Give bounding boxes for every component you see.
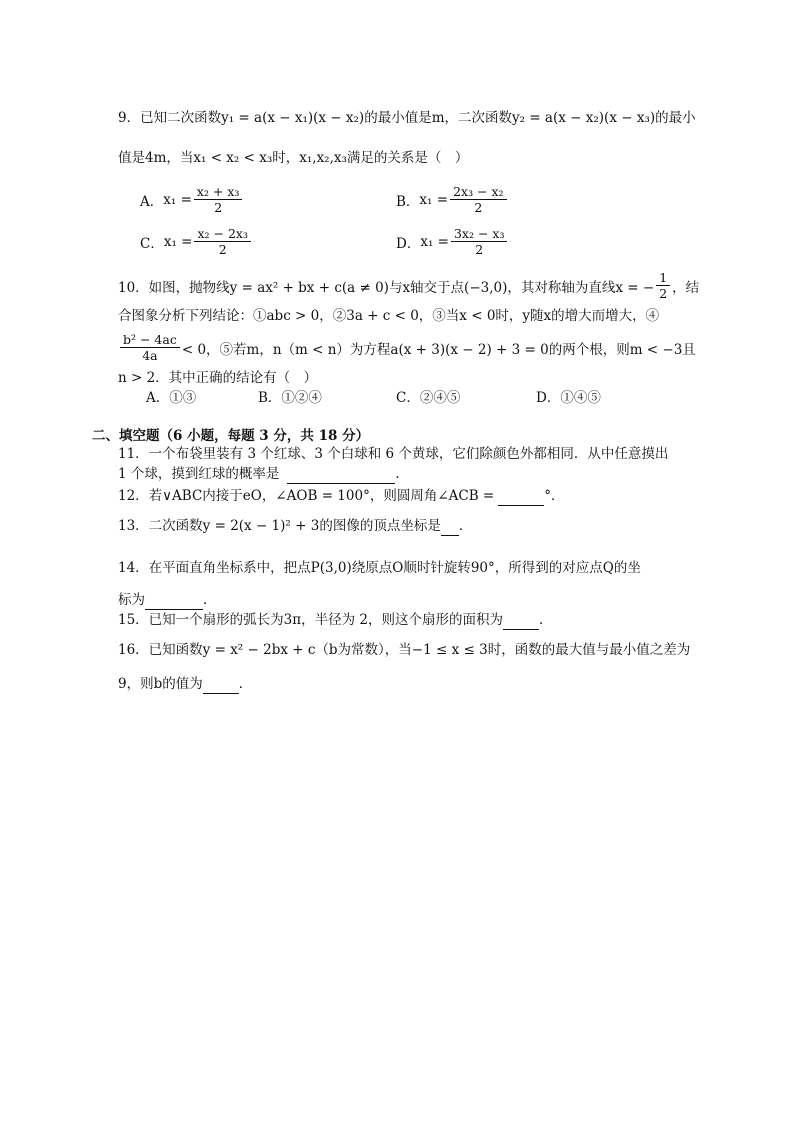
q10-line3-text: < 0，⑤若m，n（m < n）为方程a(x + 3)(x − 2) + 3 = 0的两个根，则m < −3且 — [181, 341, 696, 358]
q15-text: 15．已知一个扇形的弧长为3π，半径为 2，则这个扇形的面积为 — [118, 612, 504, 628]
q10-line2: 合图象分析下列结论：①abc > 0，②3a + c < 0，③当x < 0时，y随x的增大而增大，④ — [118, 308, 660, 324]
q11-line1: 11．一个布袋里装有 3 个红球、3 个白球和 6 个黄球，它们除颜色外都相同．从中任意摸出 — [118, 446, 669, 462]
answer-blank[interactable] — [203, 679, 239, 694]
option-label: C． — [140, 235, 164, 252]
option-fraction — [450, 184, 507, 215]
option-fraction — [194, 226, 251, 257]
q12-text: 12．若∨ABC内接于eO，∠AOB = 100°，则圆周角∠ACB = — [118, 488, 495, 504]
q16-end: ． — [238, 676, 253, 692]
q10-line1-text: 10．如图，抛物线y = ax² + bx + c(a ≠ 0)与x轴交于点(−3,0)，其对称轴为直线x = − — [118, 279, 655, 296]
q10-option-b: B．①②④ — [258, 390, 322, 406]
q10-line1 — [118, 270, 699, 301]
answer-blank[interactable] — [503, 615, 539, 630]
answer-blank[interactable] — [441, 521, 459, 536]
fraction-denominator: 4a — [142, 348, 158, 363]
q9-line2: 值是4m，当x₁ < x₂ < x₃时，x₁,x₂,x₃满足的关系是（ ） — [118, 150, 469, 166]
q10-option-c: C．②④⑤ — [396, 390, 461, 406]
q14-line2: 标为 ． — [118, 592, 217, 608]
q9-option-a — [140, 184, 244, 215]
option-label: D． — [396, 235, 421, 252]
option-label: B． — [396, 193, 420, 210]
q13-text: 13．二次函数y = 2(x − 1)² + 3的图像的顶点坐标是 — [118, 518, 441, 534]
option-lhs: x₁ = — [163, 191, 192, 208]
fraction-numerator: b² − 4ac — [120, 332, 180, 348]
option-lhs: x₁ = — [419, 191, 449, 208]
q13-end: ． — [458, 518, 473, 534]
fraction-denominator: 2 — [659, 286, 668, 301]
q11-line2: 1 个球，摸到红球的概率是 ． — [118, 466, 409, 482]
q10-line1-end: ，结 — [672, 279, 700, 296]
option-lhs: x₁ = — [420, 233, 449, 250]
q10-line3 — [118, 332, 696, 363]
answer-blank[interactable] — [498, 491, 544, 506]
option-lhs: x₁ = — [163, 233, 193, 250]
q15-end: ． — [539, 612, 553, 628]
q9-option-c — [140, 226, 253, 257]
option-fraction — [451, 226, 508, 257]
q16-line2 — [118, 674, 252, 694]
fraction-numerator: x₂ + x₃ — [194, 184, 243, 200]
fraction-numerator: 2x₃ − x₂ — [450, 184, 507, 200]
fraction-numerator: 3x₂ − x₃ — [451, 226, 508, 242]
fraction-numerator: 1 — [656, 270, 670, 286]
option-fraction — [194, 184, 243, 215]
q14-line2-text: 标为 — [118, 592, 145, 608]
q10-option-d: D．①④⑤ — [536, 390, 601, 406]
fraction-denominator: 2 — [218, 242, 227, 257]
fraction-numerator: x₂ − 2x₃ — [194, 226, 251, 242]
fraction-denominator: 2 — [475, 242, 484, 257]
q12-end: °． — [544, 488, 565, 504]
q16-line1: 16．已知函数y = x² − 2bx + c（b为常数），当−1 ≤ x ≤ 3时，函数的最大值与最小值之差为 — [118, 642, 691, 658]
answer-blank[interactable] — [145, 595, 203, 610]
q10-line3-fraction — [120, 332, 180, 363]
q9-option-d — [396, 226, 509, 257]
answer-blank[interactable] — [287, 469, 395, 484]
fraction-denominator: 2 — [474, 200, 483, 215]
q16-line2-text: 9，则b的值为 — [118, 676, 203, 692]
q14-line1: 14．在平面直角坐标系中，把点P(3,0)绕原点O顺时针旋转90°，所得到的对应点Q的坐 — [118, 560, 641, 576]
q12-line — [118, 486, 565, 506]
q10-option-a: A．①③ — [146, 390, 197, 406]
q10-line1-fraction — [656, 270, 670, 301]
q10-line4: n > 2．其中正确的结论有（ ） — [118, 370, 318, 386]
q15-line — [118, 610, 553, 630]
q9-line1: 9．已知二次函数y₁ = a(x − x₁)(x − x₂)的最小值是m，二次函数y₂ = a(x − x₂)(x − x₃)的最小 — [118, 110, 696, 126]
section-heading: 二、填空题（6 小题，每题 3 分，共 18 分） — [92, 428, 370, 444]
q11-line2-text: 1 个球，摸到红球的概率是 — [118, 466, 280, 482]
option-label: A． — [140, 193, 164, 210]
q9-option-b — [396, 184, 509, 215]
q13-line — [118, 516, 472, 536]
fraction-denominator: 2 — [214, 200, 223, 215]
